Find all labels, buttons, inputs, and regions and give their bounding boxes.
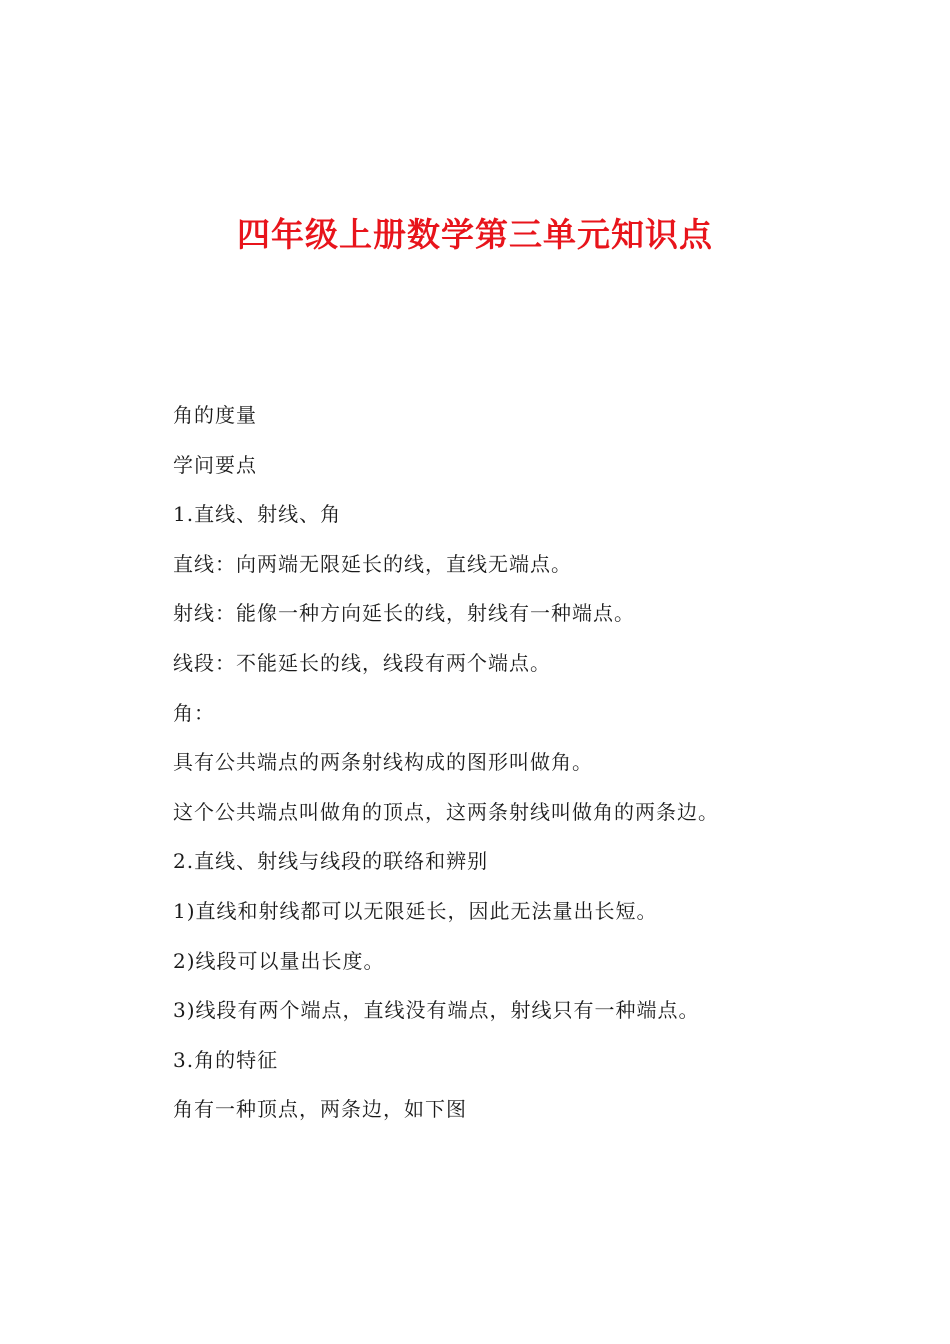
point-heading-2: 2.直线、射线与线段的联络和辨别 bbox=[173, 849, 489, 874]
list-item-1: 1)直线和射线都可以无限延长，因此无法量出长短。 bbox=[173, 898, 658, 923]
definition-ray: 射线：能像一种方向延长的线，射线有一种端点。 bbox=[173, 601, 635, 626]
subheading-key-points: 学问要点 bbox=[173, 452, 257, 477]
angle-label: 角： bbox=[173, 700, 215, 725]
list-item-2: 2)线段可以量出长度。 bbox=[173, 948, 385, 973]
definition-vertex-sides: 这个公共端点叫做角的顶点，这两条射线叫做角的两条边。 bbox=[173, 799, 719, 824]
document-title: 四年级上册数学第三单元知识点 bbox=[237, 215, 713, 254]
point-heading-1: 1.直线、射线、角 bbox=[173, 502, 342, 527]
definition-angle: 具有公共端点的两条射线构成的图形叫做角。 bbox=[173, 750, 593, 775]
document-body bbox=[173, 395, 873, 1139]
section-heading-angle-measurement: 角的度量 bbox=[173, 403, 257, 427]
list-item-3: 3)线段有两个端点，直线没有端点，射线只有一种端点。 bbox=[173, 998, 700, 1023]
definition-segment: 线段：不能延长的线，线段有两个端点。 bbox=[173, 650, 551, 675]
point-heading-3: 3.角的特征 bbox=[173, 1047, 279, 1072]
definition-line: 直线：向两端无限延长的线，直线无端点。 bbox=[173, 551, 572, 576]
angle-features-text: 角有一种顶点，两条边，如下图 bbox=[173, 1097, 467, 1122]
